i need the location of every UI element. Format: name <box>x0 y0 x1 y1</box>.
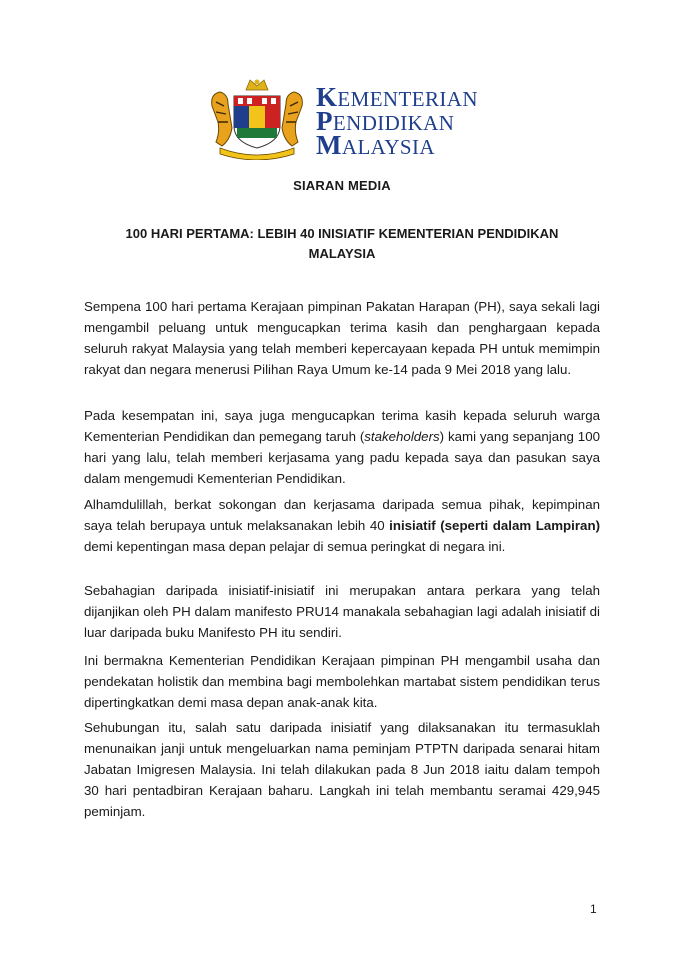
paragraph-5: Ini bermakna Kementerian Pendidikan Kerajaan pimpinan PH mengambil usaha dan pendekatan holistik dan membina bagi membolehkan martabat sistem pendidikan terus dipertingkatkan demi masa depan anak-anak kita. <box>84 653 600 710</box>
ministry-wordmark <box>316 82 516 160</box>
paragraph-3: Alhamdulillah, berkat sokongan dan kerjasama daripada semua pihak, kepimpinan saya telah berupaya untuk melaksanakan lebih 40 inisiatif (seperti dalam Lampiran) demi kepentingan masa depan pelajar di semua peringkat di negara ini. <box>84 497 600 554</box>
document-type-heading: SIARAN MEDIA <box>293 178 391 193</box>
paragraph-6: Sehubungan itu, salah satu daripada inisiatif yang dilaksanakan itu termasuklah menunaikan janji untuk mengeluarkan nama peminjam PTPTN daripada senarai hitam Jabatan Imigresen Malaysia. Ini telah dilakukan pada 8 Jun 2018 iaitu dalam tempoh 30 hari pentadbiran Kerajaan baharu. Langkah ini telah membantu seramai 429,945 peminjam. <box>84 720 600 819</box>
coat-of-arms-icon <box>206 76 308 160</box>
headline-line-1: 100 HARI PERTAMA: LEBIH 40 INISIATIF KEMENTERIAN PENDIDIKAN <box>125 226 559 241</box>
headline-line-2: MALAYSIA <box>308 246 376 261</box>
wordmark-line-2: PENDIDIKAN <box>316 106 455 136</box>
page-number: 1 <box>590 902 597 916</box>
ministry-logo <box>206 76 506 160</box>
press-release-headline <box>90 224 594 264</box>
stakeholders-term: stakeholders <box>364 429 440 444</box>
initiatives-highlight: inisiatif (seperti dalam Lampiran) <box>389 518 600 533</box>
paragraph-1: Sempena 100 hari pertama Kerajaan pimpinan Pakatan Harapan (PH), saya sekali lagi mengambil peluang untuk mengucapkan terima kasih dan penghargaan kepada seluruh rakyat Malaysia yang telah memberi kepercayaan kepada PH untuk memimpin rakyat dan negara menerusi Pilihan Raya Umum ke-14 pada 9 Mei 2018 yang lalu. <box>84 299 600 377</box>
wordmark-line-3: MALAYSIA <box>316 130 435 160</box>
wordmark-line-1: KEMENTERIAN <box>316 82 478 112</box>
paragraph-2: Pada kesempatan ini, saya juga mengucapkan terima kasih kepada seluruh warga Kementerian Pendidikan dan pemegang taruh (stakeholders) kami yang sepanjang 100 hari yang lalu, telah memberi kerjasama yang padu kepada saya dan pasukan saya dalam mengemudi Kementerian Pendidikan. <box>84 408 600 486</box>
paragraph-4: Sebahagian daripada inisiatif-inisiatif ini merupakan antara perkara yang telah dijanjikan oleh PH dalam manifesto PRU14 manakala sebahagian lagi adalah inisiatif di luar daripada buku Manifesto PH itu sendiri. <box>84 583 600 640</box>
